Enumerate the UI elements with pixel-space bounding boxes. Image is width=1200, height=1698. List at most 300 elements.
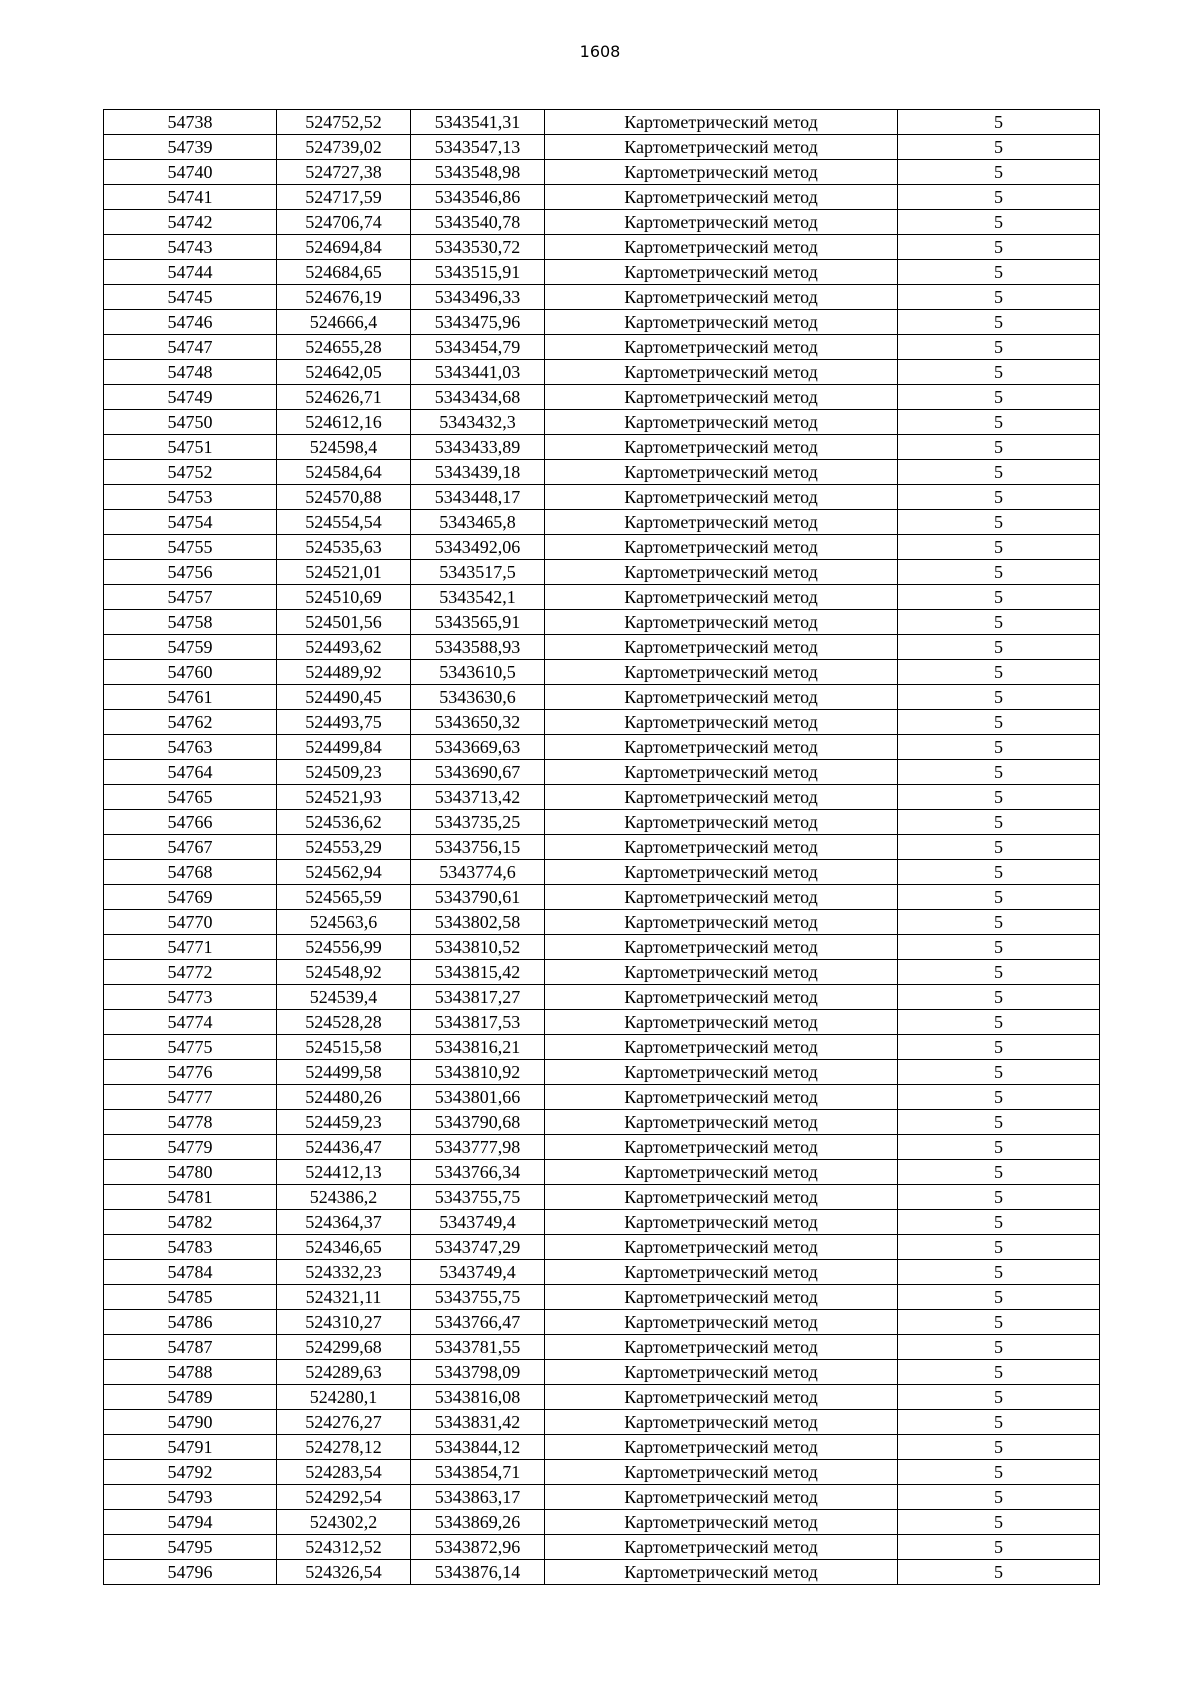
point-number-cell: 54750 xyxy=(104,410,277,435)
accuracy-cell: 5 xyxy=(898,285,1100,310)
y-coordinate-cell: 5343650,32 xyxy=(411,710,545,735)
method-cell: Картометрический метод xyxy=(545,1010,898,1035)
x-coordinate-cell: 524490,45 xyxy=(277,685,411,710)
x-coordinate-cell: 524326,54 xyxy=(277,1560,411,1585)
y-coordinate-cell: 5343810,52 xyxy=(411,935,545,960)
point-number-cell: 54743 xyxy=(104,235,277,260)
y-coordinate-cell: 5343432,3 xyxy=(411,410,545,435)
x-coordinate-cell: 524299,68 xyxy=(277,1335,411,1360)
y-coordinate-cell: 5343876,14 xyxy=(411,1560,545,1585)
accuracy-cell: 5 xyxy=(898,1385,1100,1410)
point-number-cell: 54739 xyxy=(104,135,277,160)
y-coordinate-cell: 5343816,08 xyxy=(411,1385,545,1410)
accuracy-cell: 5 xyxy=(898,410,1100,435)
table-row xyxy=(104,685,1100,710)
x-coordinate-cell: 524739,02 xyxy=(277,135,411,160)
x-coordinate-cell: 524548,92 xyxy=(277,960,411,985)
point-number-cell: 54757 xyxy=(104,585,277,610)
y-coordinate-cell: 5343547,13 xyxy=(411,135,545,160)
accuracy-cell: 5 xyxy=(898,110,1100,135)
accuracy-cell: 5 xyxy=(898,385,1100,410)
point-number-cell: 54793 xyxy=(104,1485,277,1510)
point-number-cell: 54779 xyxy=(104,1135,277,1160)
y-coordinate-cell: 5343854,71 xyxy=(411,1460,545,1485)
point-number-cell: 54741 xyxy=(104,185,277,210)
method-cell: Картометрический метод xyxy=(545,1435,898,1460)
method-cell: Картометрический метод xyxy=(545,1335,898,1360)
point-number-cell: 54787 xyxy=(104,1335,277,1360)
point-number-cell: 54795 xyxy=(104,1535,277,1560)
point-number-cell: 54788 xyxy=(104,1360,277,1385)
x-coordinate-cell: 524292,54 xyxy=(277,1485,411,1510)
accuracy-cell: 5 xyxy=(898,835,1100,860)
method-cell: Картометрический метод xyxy=(545,935,898,960)
table-row xyxy=(104,410,1100,435)
point-number-cell: 54780 xyxy=(104,1160,277,1185)
point-number-cell: 54742 xyxy=(104,210,277,235)
method-cell: Картометрический метод xyxy=(545,1060,898,1085)
page-number: 1608 xyxy=(579,42,621,61)
accuracy-cell: 5 xyxy=(898,1410,1100,1435)
accuracy-cell: 5 xyxy=(898,560,1100,585)
x-coordinate-cell: 524499,84 xyxy=(277,735,411,760)
point-number-cell: 54746 xyxy=(104,310,277,335)
table-row xyxy=(104,360,1100,385)
x-coordinate-cell: 524676,19 xyxy=(277,285,411,310)
method-cell: Картометрический метод xyxy=(545,1360,898,1385)
point-number-cell: 54776 xyxy=(104,1060,277,1085)
accuracy-cell: 5 xyxy=(898,860,1100,885)
method-cell: Картометрический метод xyxy=(545,1185,898,1210)
method-cell: Картометрический метод xyxy=(545,285,898,310)
table-row xyxy=(104,1410,1100,1435)
method-cell: Картометрический метод xyxy=(545,635,898,660)
table-row xyxy=(104,660,1100,685)
y-coordinate-cell: 5343810,92 xyxy=(411,1060,545,1085)
x-coordinate-cell: 524752,52 xyxy=(277,110,411,135)
accuracy-cell: 5 xyxy=(898,360,1100,385)
point-number-cell: 54747 xyxy=(104,335,277,360)
y-coordinate-cell: 5343863,17 xyxy=(411,1485,545,1510)
x-coordinate-cell: 524310,27 xyxy=(277,1310,411,1335)
y-coordinate-cell: 5343831,42 xyxy=(411,1410,545,1435)
table-row xyxy=(104,210,1100,235)
y-coordinate-cell: 5343690,67 xyxy=(411,760,545,785)
point-number-cell: 54761 xyxy=(104,685,277,710)
table-row xyxy=(104,1460,1100,1485)
method-cell: Картометрический метод xyxy=(545,235,898,260)
y-coordinate-cell: 5343766,34 xyxy=(411,1160,545,1185)
table-row xyxy=(104,560,1100,585)
point-number-cell: 54758 xyxy=(104,610,277,635)
point-number-cell: 54773 xyxy=(104,985,277,1010)
method-cell: Картометрический метод xyxy=(545,1510,898,1535)
method-cell: Картометрический метод xyxy=(545,435,898,460)
table-row xyxy=(104,1360,1100,1385)
accuracy-cell: 5 xyxy=(898,635,1100,660)
method-cell: Картометрический метод xyxy=(545,1260,898,1285)
method-cell: Картометрический метод xyxy=(545,1235,898,1260)
point-number-cell: 54744 xyxy=(104,260,277,285)
accuracy-cell: 5 xyxy=(898,1035,1100,1060)
method-cell: Картометрический метод xyxy=(545,1085,898,1110)
x-coordinate-cell: 524565,59 xyxy=(277,885,411,910)
table-row xyxy=(104,860,1100,885)
x-coordinate-cell: 524283,54 xyxy=(277,1460,411,1485)
accuracy-cell: 5 xyxy=(898,160,1100,185)
x-coordinate-cell: 524655,28 xyxy=(277,335,411,360)
point-number-cell: 54785 xyxy=(104,1285,277,1310)
x-coordinate-cell: 524694,84 xyxy=(277,235,411,260)
table-row xyxy=(104,935,1100,960)
table-row xyxy=(104,1260,1100,1285)
accuracy-cell: 5 xyxy=(898,435,1100,460)
y-coordinate-cell: 5343465,8 xyxy=(411,510,545,535)
table-row xyxy=(104,185,1100,210)
table-row xyxy=(104,610,1100,635)
x-coordinate-cell: 524499,58 xyxy=(277,1060,411,1085)
method-cell: Картометрический метод xyxy=(545,135,898,160)
point-number-cell: 54772 xyxy=(104,960,277,985)
table-row xyxy=(104,1310,1100,1335)
point-number-cell: 54790 xyxy=(104,1410,277,1435)
accuracy-cell: 5 xyxy=(898,1210,1100,1235)
x-coordinate-cell: 524612,16 xyxy=(277,410,411,435)
y-coordinate-cell: 5343817,27 xyxy=(411,985,545,1010)
y-coordinate-cell: 5343816,21 xyxy=(411,1035,545,1060)
point-number-cell: 54764 xyxy=(104,760,277,785)
point-number-cell: 54754 xyxy=(104,510,277,535)
x-coordinate-cell: 524521,01 xyxy=(277,560,411,585)
point-number-cell: 54767 xyxy=(104,835,277,860)
method-cell: Картометрический метод xyxy=(545,810,898,835)
y-coordinate-cell: 5343517,5 xyxy=(411,560,545,585)
table-row xyxy=(104,310,1100,335)
y-coordinate-cell: 5343433,89 xyxy=(411,435,545,460)
table-row xyxy=(104,960,1100,985)
y-coordinate-cell: 5343496,33 xyxy=(411,285,545,310)
point-number-cell: 54763 xyxy=(104,735,277,760)
point-number-cell: 54783 xyxy=(104,1235,277,1260)
y-coordinate-cell: 5343475,96 xyxy=(411,310,545,335)
x-coordinate-cell: 524626,71 xyxy=(277,385,411,410)
method-cell: Картометрический метод xyxy=(545,535,898,560)
y-coordinate-cell: 5343817,53 xyxy=(411,1010,545,1035)
x-coordinate-cell: 524280,1 xyxy=(277,1385,411,1410)
y-coordinate-cell: 5343790,68 xyxy=(411,1110,545,1135)
x-coordinate-cell: 524521,93 xyxy=(277,785,411,810)
y-coordinate-cell: 5343802,58 xyxy=(411,910,545,935)
method-cell: Картометрический метод xyxy=(545,785,898,810)
accuracy-cell: 5 xyxy=(898,510,1100,535)
method-cell: Картометрический метод xyxy=(545,1535,898,1560)
method-cell: Картометрический метод xyxy=(545,160,898,185)
table-row xyxy=(104,485,1100,510)
y-coordinate-cell: 5343630,6 xyxy=(411,685,545,710)
accuracy-cell: 5 xyxy=(898,735,1100,760)
x-coordinate-cell: 524346,65 xyxy=(277,1235,411,1260)
x-coordinate-cell: 524563,6 xyxy=(277,910,411,935)
table-row xyxy=(104,1435,1100,1460)
x-coordinate-cell: 524312,52 xyxy=(277,1535,411,1560)
accuracy-cell: 5 xyxy=(898,210,1100,235)
table-row xyxy=(104,835,1100,860)
point-number-cell: 54766 xyxy=(104,810,277,835)
method-cell: Картометрический метод xyxy=(545,960,898,985)
accuracy-cell: 5 xyxy=(898,135,1100,160)
x-coordinate-cell: 524278,12 xyxy=(277,1435,411,1460)
y-coordinate-cell: 5343434,68 xyxy=(411,385,545,410)
accuracy-cell: 5 xyxy=(898,760,1100,785)
table-row xyxy=(104,710,1100,735)
accuracy-cell: 5 xyxy=(898,660,1100,685)
x-coordinate-cell: 524554,54 xyxy=(277,510,411,535)
accuracy-cell: 5 xyxy=(898,335,1100,360)
y-coordinate-cell: 5343749,4 xyxy=(411,1260,545,1285)
method-cell: Картометрический метод xyxy=(545,210,898,235)
x-coordinate-cell: 524489,92 xyxy=(277,660,411,685)
point-number-cell: 54748 xyxy=(104,360,277,385)
method-cell: Картометрический метод xyxy=(545,1485,898,1510)
table-row xyxy=(104,235,1100,260)
accuracy-cell: 5 xyxy=(898,1060,1100,1085)
method-cell: Картометрический метод xyxy=(545,485,898,510)
method-cell: Картометрический метод xyxy=(545,1385,898,1410)
accuracy-cell: 5 xyxy=(898,1260,1100,1285)
point-number-cell: 54771 xyxy=(104,935,277,960)
accuracy-cell: 5 xyxy=(898,1335,1100,1360)
y-coordinate-cell: 5343454,79 xyxy=(411,335,545,360)
point-number-cell: 54781 xyxy=(104,1185,277,1210)
x-coordinate-cell: 524493,62 xyxy=(277,635,411,660)
point-number-cell: 54777 xyxy=(104,1085,277,1110)
point-number-cell: 54770 xyxy=(104,910,277,935)
table-row xyxy=(104,1035,1100,1060)
x-coordinate-cell: 524302,2 xyxy=(277,1510,411,1535)
y-coordinate-cell: 5343844,12 xyxy=(411,1435,545,1460)
table-row xyxy=(104,985,1100,1010)
method-cell: Картометрический метод xyxy=(545,335,898,360)
accuracy-cell: 5 xyxy=(898,535,1100,560)
x-coordinate-cell: 524556,99 xyxy=(277,935,411,960)
x-coordinate-cell: 524386,2 xyxy=(277,1185,411,1210)
table-row xyxy=(104,1560,1100,1585)
x-coordinate-cell: 524480,26 xyxy=(277,1085,411,1110)
y-coordinate-cell: 5343766,47 xyxy=(411,1310,545,1335)
accuracy-cell: 5 xyxy=(898,1135,1100,1160)
table-row xyxy=(104,1060,1100,1085)
y-coordinate-cell: 5343515,91 xyxy=(411,260,545,285)
table-row xyxy=(104,810,1100,835)
x-coordinate-cell: 524528,28 xyxy=(277,1010,411,1035)
table-row xyxy=(104,635,1100,660)
y-coordinate-cell: 5343548,98 xyxy=(411,160,545,185)
accuracy-cell: 5 xyxy=(898,1510,1100,1535)
y-coordinate-cell: 5343441,03 xyxy=(411,360,545,385)
accuracy-cell: 5 xyxy=(898,585,1100,610)
y-coordinate-cell: 5343735,25 xyxy=(411,810,545,835)
y-coordinate-cell: 5343869,26 xyxy=(411,1510,545,1535)
x-coordinate-cell: 524570,88 xyxy=(277,485,411,510)
x-coordinate-cell: 524515,58 xyxy=(277,1035,411,1060)
accuracy-cell: 5 xyxy=(898,1460,1100,1485)
table-row xyxy=(104,135,1100,160)
accuracy-cell: 5 xyxy=(898,985,1100,1010)
y-coordinate-cell: 5343755,75 xyxy=(411,1285,545,1310)
method-cell: Картометрический метод xyxy=(545,985,898,1010)
point-number-cell: 54752 xyxy=(104,460,277,485)
x-coordinate-cell: 524321,11 xyxy=(277,1285,411,1310)
point-number-cell: 54755 xyxy=(104,535,277,560)
y-coordinate-cell: 5343781,55 xyxy=(411,1335,545,1360)
x-coordinate-cell: 524539,4 xyxy=(277,985,411,1010)
x-coordinate-cell: 524684,65 xyxy=(277,260,411,285)
x-coordinate-cell: 524436,47 xyxy=(277,1135,411,1160)
point-number-cell: 54769 xyxy=(104,885,277,910)
method-cell: Картометрический метод xyxy=(545,860,898,885)
point-number-cell: 54786 xyxy=(104,1310,277,1335)
method-cell: Картометрический метод xyxy=(545,510,898,535)
table-row xyxy=(104,1335,1100,1360)
accuracy-cell: 5 xyxy=(898,185,1100,210)
table-row xyxy=(104,785,1100,810)
table-row xyxy=(104,1160,1100,1185)
table-row xyxy=(104,1235,1100,1260)
x-coordinate-cell: 524642,05 xyxy=(277,360,411,385)
table-row xyxy=(104,585,1100,610)
accuracy-cell: 5 xyxy=(898,1160,1100,1185)
y-coordinate-cell: 5343755,75 xyxy=(411,1185,545,1210)
y-coordinate-cell: 5343439,18 xyxy=(411,460,545,485)
point-number-cell: 54756 xyxy=(104,560,277,585)
table-row xyxy=(104,535,1100,560)
method-cell: Картометрический метод xyxy=(545,1110,898,1135)
accuracy-cell: 5 xyxy=(898,685,1100,710)
method-cell: Картометрический метод xyxy=(545,685,898,710)
method-cell: Картометрический метод xyxy=(545,1035,898,1060)
y-coordinate-cell: 5343798,09 xyxy=(411,1360,545,1385)
table-row xyxy=(104,285,1100,310)
x-coordinate-cell: 524536,62 xyxy=(277,810,411,835)
table-row xyxy=(104,735,1100,760)
method-cell: Картометрический метод xyxy=(545,610,898,635)
point-number-cell: 54749 xyxy=(104,385,277,410)
point-number-cell: 54782 xyxy=(104,1210,277,1235)
point-number-cell: 54753 xyxy=(104,485,277,510)
table-row xyxy=(104,1135,1100,1160)
accuracy-cell: 5 xyxy=(898,1485,1100,1510)
x-coordinate-cell: 524276,27 xyxy=(277,1410,411,1435)
table-row xyxy=(104,385,1100,410)
y-coordinate-cell: 5343747,29 xyxy=(411,1235,545,1260)
table-row xyxy=(104,510,1100,535)
point-number-cell: 54778 xyxy=(104,1110,277,1135)
method-cell: Картометрический метод xyxy=(545,110,898,135)
method-cell: Картометрический метод xyxy=(545,660,898,685)
x-coordinate-cell: 524562,94 xyxy=(277,860,411,885)
y-coordinate-cell: 5343588,93 xyxy=(411,635,545,660)
accuracy-cell: 5 xyxy=(898,260,1100,285)
method-cell: Картометрический метод xyxy=(545,1135,898,1160)
method-cell: Картометрический метод xyxy=(545,260,898,285)
table-row xyxy=(104,1285,1100,1310)
y-coordinate-cell: 5343777,98 xyxy=(411,1135,545,1160)
accuracy-cell: 5 xyxy=(898,810,1100,835)
x-coordinate-cell: 524727,38 xyxy=(277,160,411,185)
table-row xyxy=(104,1085,1100,1110)
table-row xyxy=(104,1485,1100,1510)
x-coordinate-cell: 524666,4 xyxy=(277,310,411,335)
table-row xyxy=(104,885,1100,910)
method-cell: Картометрический метод xyxy=(545,1210,898,1235)
point-number-cell: 54740 xyxy=(104,160,277,185)
table-row xyxy=(104,1535,1100,1560)
y-coordinate-cell: 5343756,15 xyxy=(411,835,545,860)
coordinates-table-body xyxy=(104,110,1100,1585)
accuracy-cell: 5 xyxy=(898,485,1100,510)
table-row xyxy=(104,1010,1100,1035)
table-row xyxy=(104,760,1100,785)
method-cell: Картометрический метод xyxy=(545,585,898,610)
method-cell: Картометрический метод xyxy=(545,835,898,860)
accuracy-cell: 5 xyxy=(898,785,1100,810)
method-cell: Картометрический метод xyxy=(545,1560,898,1585)
y-coordinate-cell: 5343541,31 xyxy=(411,110,545,135)
x-coordinate-cell: 524553,29 xyxy=(277,835,411,860)
accuracy-cell: 5 xyxy=(898,960,1100,985)
y-coordinate-cell: 5343790,61 xyxy=(411,885,545,910)
point-number-cell: 54789 xyxy=(104,1385,277,1410)
x-coordinate-cell: 524598,4 xyxy=(277,435,411,460)
x-coordinate-cell: 524509,23 xyxy=(277,760,411,785)
table-row xyxy=(104,460,1100,485)
table-row xyxy=(104,335,1100,360)
point-number-cell: 54792 xyxy=(104,1460,277,1485)
table-row xyxy=(104,260,1100,285)
accuracy-cell: 5 xyxy=(898,310,1100,335)
method-cell: Картометрический метод xyxy=(545,760,898,785)
x-coordinate-cell: 524584,64 xyxy=(277,460,411,485)
method-cell: Картометрический метод xyxy=(545,185,898,210)
accuracy-cell: 5 xyxy=(898,1085,1100,1110)
accuracy-cell: 5 xyxy=(898,235,1100,260)
x-coordinate-cell: 524501,56 xyxy=(277,610,411,635)
y-coordinate-cell: 5343530,72 xyxy=(411,235,545,260)
y-coordinate-cell: 5343492,06 xyxy=(411,535,545,560)
table-row xyxy=(104,910,1100,935)
x-coordinate-cell: 524289,63 xyxy=(277,1360,411,1385)
y-coordinate-cell: 5343546,86 xyxy=(411,185,545,210)
accuracy-cell: 5 xyxy=(898,1535,1100,1560)
table-row xyxy=(104,1210,1100,1235)
method-cell: Картометрический метод xyxy=(545,1460,898,1485)
accuracy-cell: 5 xyxy=(898,1185,1100,1210)
accuracy-cell: 5 xyxy=(898,460,1100,485)
x-coordinate-cell: 524510,69 xyxy=(277,585,411,610)
accuracy-cell: 5 xyxy=(898,1310,1100,1335)
accuracy-cell: 5 xyxy=(898,1435,1100,1460)
y-coordinate-cell: 5343872,96 xyxy=(411,1535,545,1560)
point-number-cell: 54768 xyxy=(104,860,277,885)
x-coordinate-cell: 524717,59 xyxy=(277,185,411,210)
y-coordinate-cell: 5343713,42 xyxy=(411,785,545,810)
method-cell: Картометрический метод xyxy=(545,1410,898,1435)
method-cell: Картометрический метод xyxy=(545,710,898,735)
point-number-cell: 54760 xyxy=(104,660,277,685)
table-row xyxy=(104,1110,1100,1135)
accuracy-cell: 5 xyxy=(898,1235,1100,1260)
accuracy-cell: 5 xyxy=(898,910,1100,935)
